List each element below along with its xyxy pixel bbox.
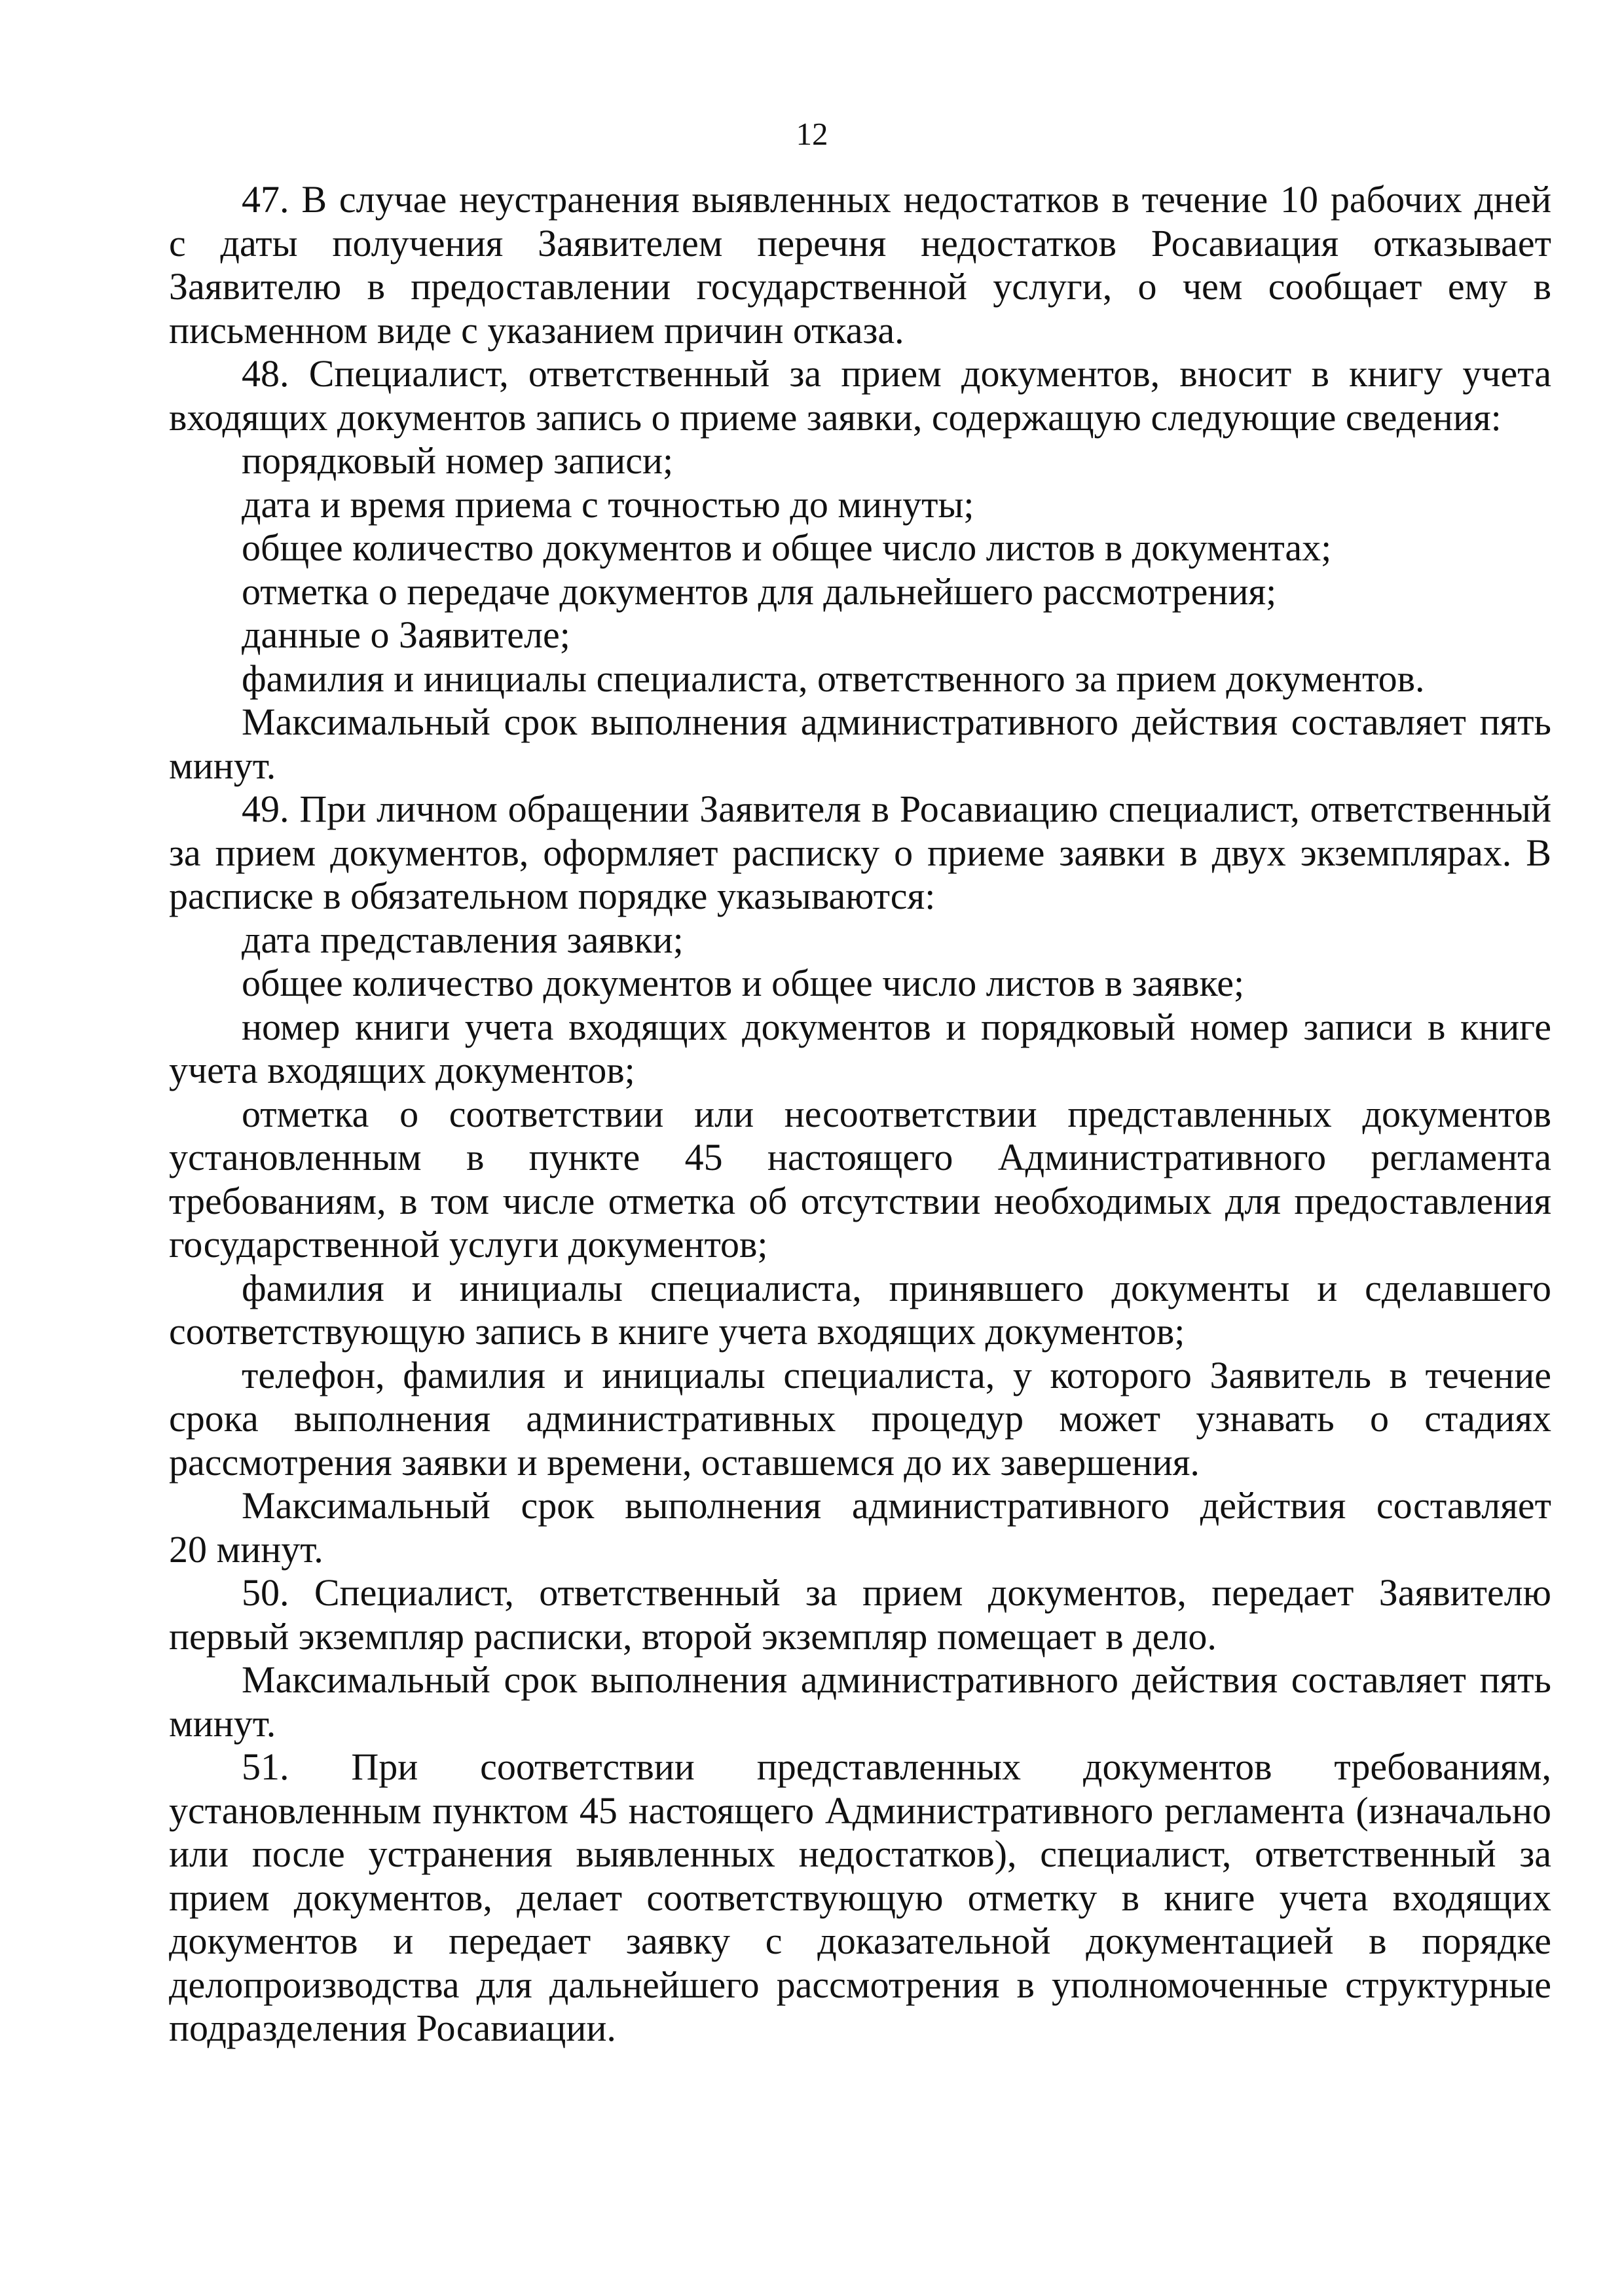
text-line: отметка о соответствии или несоответствии представленных документов [242, 1092, 1551, 1135]
text-line: минут. [169, 1702, 276, 1745]
text-line: 47. В случае неустранения выявленных недостатков в течение 10 рабочих дней [242, 178, 1551, 221]
text-line: телефон, фамилия и инициалы специалиста, у которого Заявитель в течение [242, 1353, 1551, 1396]
text-line: документов и передает заявку с доказательной документацией в порядке [169, 1920, 1551, 1962]
text-line: за прием документов, оформляет расписку о приеме заявки в двух экземплярах. В [169, 831, 1551, 874]
item-49-specialist-name [169, 1267, 1551, 1354]
item-49-contact-specialist [169, 1354, 1551, 1485]
text-line: установленным в пункте 45 настоящего Административного регламента [169, 1136, 1551, 1178]
page-number: 12 [796, 116, 828, 152]
item-49-compliance-mark [169, 1093, 1551, 1267]
item-49-book-number [169, 1006, 1551, 1093]
item-48-date-time [169, 483, 1551, 527]
text-line: фамилия и инициалы специалиста, принявшего документы и сделавшего [242, 1266, 1551, 1309]
paragraph-47 [169, 178, 1551, 352]
text-line: учета входящих документов; [169, 1049, 635, 1091]
text-line: установленным пунктом 45 настоящего Административного регламента (изначально [169, 1789, 1551, 1832]
paragraph-49-deadline [169, 1484, 1551, 1571]
text-line: Максимальный срок выполнения административного действия составляет пять [242, 1658, 1551, 1701]
text-line: 49. При личном обращении Заявителя в Росавиацию специалист, ответственный [242, 788, 1551, 830]
text-line: с даты получения Заявителем перечня недостатков Росавиация отказывает [169, 221, 1551, 264]
text-line: первый экземпляр расписки, второй экземпляр помещает в дело. [169, 1614, 1217, 1658]
paragraph-48 [169, 352, 1551, 439]
text-line: рассмотрения заявки и времени, оставшемся до их завершения. [169, 1440, 1200, 1484]
item-49-date [169, 919, 1551, 962]
text-line: требованиям, в том числе отметка об отсутствии необходимых для предоставления [169, 1179, 1551, 1222]
text-line: общее количество документов и общее число листов в заявке; [242, 962, 1245, 1004]
text-line: данные о Заявителе; [242, 613, 570, 656]
text-line: соответствующую запись в книге учета входящих документов; [169, 1310, 1185, 1353]
text-line: 48. Специалист, ответственный за прием документов, вносит в книгу учета [242, 352, 1551, 395]
text-line: отметка о передаче документов для дальнейшего рассмотрения; [242, 570, 1277, 613]
text-line: Максимальный срок выполнения административного действия составляет [242, 1484, 1551, 1527]
paragraph-49 [169, 788, 1551, 919]
text-line: Заявителю в предоставлении государственной услуги, о чем сообщает ему в [169, 265, 1551, 308]
text-line: 51. При соответствии представленных документов требованиям, [242, 1745, 1551, 1788]
item-48-transfer-mark [169, 570, 1551, 614]
text-line: дата представления заявки; [242, 918, 684, 961]
text-line: 50. Специалист, ответственный за прием документов, передает Заявителю [242, 1571, 1551, 1614]
item-48-specialist-name [169, 657, 1551, 701]
paragraph-51 [169, 1745, 1551, 2050]
paragraph-50 [169, 1571, 1551, 1658]
text-line: 20 минут. [169, 1527, 323, 1571]
text-line: или после устранения выявленных недостатков), специалист, ответственный за [169, 1832, 1551, 1875]
paragraph-48-deadline [169, 701, 1551, 788]
text-line: срока выполнения административных процедур может узнавать о стадиях [169, 1397, 1551, 1440]
text-line: делопроизводства для дальнейшего рассмотрения в уполномоченные структурные [169, 1963, 1551, 2006]
text-line: письменном виде с указанием причин отказа. [169, 308, 904, 352]
text-line: прием документов, делает соответствующую отметку в книге учета входящих [169, 1876, 1551, 1919]
text-line: порядковый номер записи; [242, 439, 674, 482]
paragraph-50-deadline [169, 1658, 1551, 1745]
document-body [169, 178, 1551, 2050]
text-line: подразделения Росавиации. [169, 2007, 616, 2049]
text-line: государственной услуги документов; [169, 1223, 768, 1266]
item-48-record-number [169, 439, 1551, 483]
item-48-applicant-data [169, 613, 1551, 657]
item-48-documents-count [169, 526, 1551, 570]
text-line: минут. [169, 744, 276, 787]
text-line: дата и время приема с точностью до минуты; [242, 483, 974, 526]
text-line: номер книги учета входящих документов и порядковый номер записи в книге [242, 1005, 1551, 1048]
text-line: расписке в обязательном порядке указываются: [169, 875, 936, 917]
text-line: фамилия и инициалы специалиста, ответственного за прием документов. [242, 657, 1425, 700]
text-line: общее количество документов и общее число листов в документах; [242, 526, 1332, 569]
text-line: входящих документов запись о приеме заявки, содержащую следующие сведения: [169, 395, 1502, 439]
item-49-documents-count [169, 962, 1551, 1006]
text-line: Максимальный срок выполнения административного действия составляет пять [242, 701, 1551, 743]
